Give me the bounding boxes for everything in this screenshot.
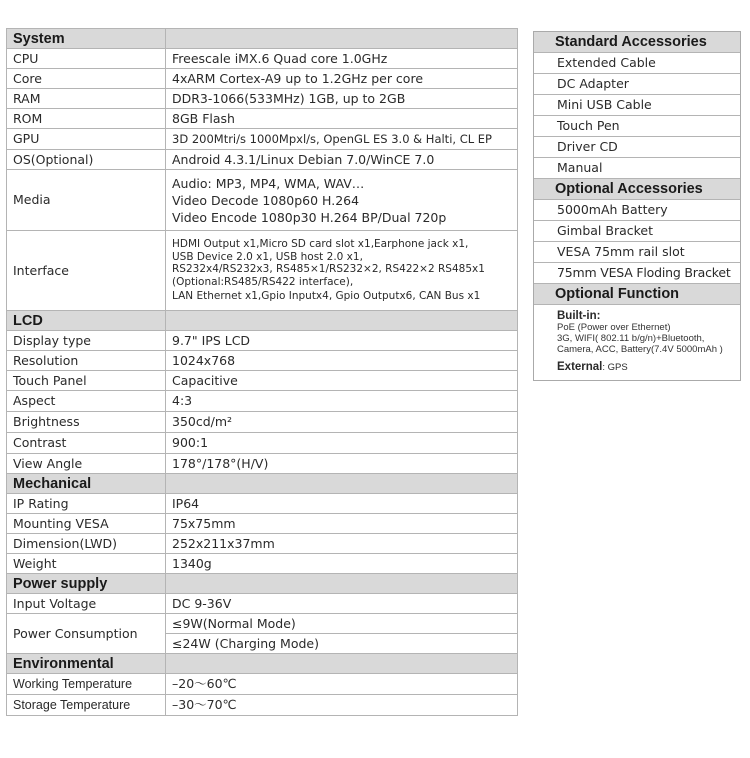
spec-value xyxy=(166,231,518,311)
spec-value: ≤9W(Normal Mode) xyxy=(166,614,518,634)
spec-label: Core xyxy=(7,69,166,89)
spec-value: –30～70℃ xyxy=(166,695,518,716)
optional-accessories-header: Optional Accessories xyxy=(534,179,740,200)
spec-label: Contrast xyxy=(7,433,166,454)
spec-row-core xyxy=(7,69,518,89)
spec-row-mounting-vesa xyxy=(7,514,518,534)
spec-label: Media xyxy=(7,170,166,231)
builtin-line: 3G, WIFI( 802.11 b/g/n)+Bluetooth, xyxy=(557,333,705,344)
interface-line: LAN Ethernet x1,Gpio Inputx4, Gpio Outputx6, CAN Bus x1 xyxy=(172,290,481,303)
spec-value: 350cd/m² xyxy=(166,412,518,433)
accessory-item: Driver CD xyxy=(534,137,740,158)
section-title: Power supply xyxy=(7,574,166,594)
spec-label: Interface xyxy=(7,231,166,311)
spec-value: 3D 200Mtri/s 1000Mpxl/s, OpenGL ES 3.0 & Halti, CL EP xyxy=(166,129,518,150)
spec-value: 75x75mm xyxy=(166,514,518,534)
accessory-item: Touch Pen xyxy=(534,116,740,137)
media-line: Video Decode 1080p60 H.264 xyxy=(172,192,360,208)
builtin-label: Built-in: xyxy=(557,310,601,322)
spec-value: 8GB Flash xyxy=(166,109,518,129)
spec-value: IP64 xyxy=(166,494,518,514)
accessory-item: Manual xyxy=(534,158,740,179)
spec-label: Mounting VESA xyxy=(7,514,166,534)
section-header-lcd xyxy=(7,311,518,331)
section-header-system xyxy=(7,29,518,49)
interface-line: RS232x4/RS232x3, RS485×1/RS232×2, RS422×2 RS485x1 xyxy=(172,263,485,276)
spec-value: 252x211x37mm xyxy=(166,534,518,554)
spec-value: Freescale iMX.6 Quad core 1.0GHz xyxy=(166,49,518,69)
spec-row-storage-temperature xyxy=(7,695,518,716)
spec-label: GPU xyxy=(7,129,166,150)
spec-row-os xyxy=(7,150,518,170)
spec-row-input-voltage xyxy=(7,594,518,614)
spec-row-ram xyxy=(7,89,518,109)
spec-row-display-type xyxy=(7,331,518,351)
spec-label: Working Temperature xyxy=(7,674,166,695)
builtin-line: PoE (Power over Ethernet) xyxy=(557,322,671,333)
spec-label: OS(Optional) xyxy=(7,150,166,170)
spec-label: Aspect xyxy=(7,391,166,412)
media-line: Video Encode 1080p30 H.264 BP/Dual 720p xyxy=(172,209,447,225)
optional-accessory-item: Gimbal Bracket xyxy=(534,221,740,242)
section-bar xyxy=(166,574,518,594)
optional-function-body xyxy=(534,305,740,373)
spec-label: CPU xyxy=(7,49,166,69)
spec-value: 4:3 xyxy=(166,391,518,412)
spec-label: Power Consumption xyxy=(7,614,166,654)
interface-line: HDMI Output x1,Micro SD card slot x1,Earphone jack x1, xyxy=(172,238,469,251)
spec-label: Touch Panel xyxy=(7,371,166,391)
spec-value: ≤24W (Charging Mode) xyxy=(166,634,518,654)
spec-value: –20～60℃ xyxy=(166,674,518,695)
spec-value: 900:1 xyxy=(166,433,518,454)
optional-accessory-item: 5000mAh Battery xyxy=(534,200,740,221)
accessory-item: Extended Cable xyxy=(534,53,740,74)
spec-row-contrast xyxy=(7,433,518,454)
section-bar xyxy=(166,474,518,494)
spec-label: Weight xyxy=(7,554,166,574)
spec-label: Storage Temperature xyxy=(7,695,166,716)
section-title: LCD xyxy=(7,311,166,331)
accessories-panel xyxy=(533,31,741,381)
section-title: System xyxy=(7,29,166,49)
spec-label: Brightness xyxy=(7,412,166,433)
section-bar xyxy=(166,29,518,49)
standard-accessories-header: Standard Accessories xyxy=(534,32,740,53)
external-label: External xyxy=(557,361,603,373)
accessory-item: DC Adapter xyxy=(534,74,740,95)
spec-row-power-consumption xyxy=(7,614,518,634)
spec-row-gpu xyxy=(7,129,518,150)
spec-label: Resolution xyxy=(7,351,166,371)
section-header-environmental xyxy=(7,654,518,674)
spec-value: Capacitive xyxy=(166,371,518,391)
spec-label: IP Rating xyxy=(7,494,166,514)
spec-label: View Angle xyxy=(7,454,166,474)
media-line: Audio: MP3, MP4, WMA, WAV… xyxy=(172,175,365,191)
spec-row-interface xyxy=(7,231,518,311)
spec-row-touch-panel xyxy=(7,371,518,391)
spec-row-weight xyxy=(7,554,518,574)
section-title: Mechanical xyxy=(7,474,166,494)
spec-row-brightness xyxy=(7,412,518,433)
spec-label: Dimension(LWD) xyxy=(7,534,166,554)
spec-row-media xyxy=(7,170,518,231)
accessory-item: Mini USB Cable xyxy=(534,95,740,116)
spec-value: 1024x768 xyxy=(166,351,518,371)
optional-accessory-item: VESA 75mm rail slot xyxy=(534,242,740,263)
section-header-power xyxy=(7,574,518,594)
spec-label: Display type xyxy=(7,331,166,351)
interface-line: USB Device 2.0 x1, USB host 2.0 x1, xyxy=(172,250,363,263)
optional-accessory-item: 75mm VESA Floding Bracket xyxy=(534,263,740,284)
section-header-mechanical xyxy=(7,474,518,494)
section-bar xyxy=(166,654,518,674)
section-bar xyxy=(166,311,518,331)
spec-row-cpu xyxy=(7,49,518,69)
spec-row-resolution xyxy=(7,351,518,371)
spec-label: Input Voltage xyxy=(7,594,166,614)
spec-table xyxy=(6,28,518,716)
spec-row-ip-rating xyxy=(7,494,518,514)
spec-value: 1340g xyxy=(166,554,518,574)
spec-row-dimension xyxy=(7,534,518,554)
spec-value xyxy=(166,170,518,231)
interface-line: (Optional:RS485/RS422 interface), xyxy=(172,275,354,288)
optional-function-header: Optional Function xyxy=(534,284,740,305)
spec-label: ROM xyxy=(7,109,166,129)
spec-value: 9.7" IPS LCD xyxy=(166,331,518,351)
section-title: Environmental xyxy=(7,654,166,674)
spec-row-rom xyxy=(7,109,518,129)
external-value: : GPS xyxy=(602,362,628,373)
spec-row-aspect xyxy=(7,391,518,412)
spec-row-view-angle xyxy=(7,454,518,474)
spec-label: RAM xyxy=(7,89,166,109)
spec-value: 178°/178°(H/V) xyxy=(166,454,518,474)
spec-row-working-temperature xyxy=(7,674,518,695)
spec-value: DDR3-1066(533MHz) 1GB, up to 2GB xyxy=(166,89,518,109)
spec-value: Android 4.3.1/Linux Debian 7.0/WinCE 7.0 xyxy=(166,150,518,170)
external-row xyxy=(557,361,736,373)
builtin-line: Camera, ACC, Battery(7.4V 5000mAh ) xyxy=(557,344,723,355)
spec-value: 4xARM Cortex-A9 up to 1.2GHz per core xyxy=(166,69,518,89)
spec-value: DC 9-36V xyxy=(166,594,518,614)
